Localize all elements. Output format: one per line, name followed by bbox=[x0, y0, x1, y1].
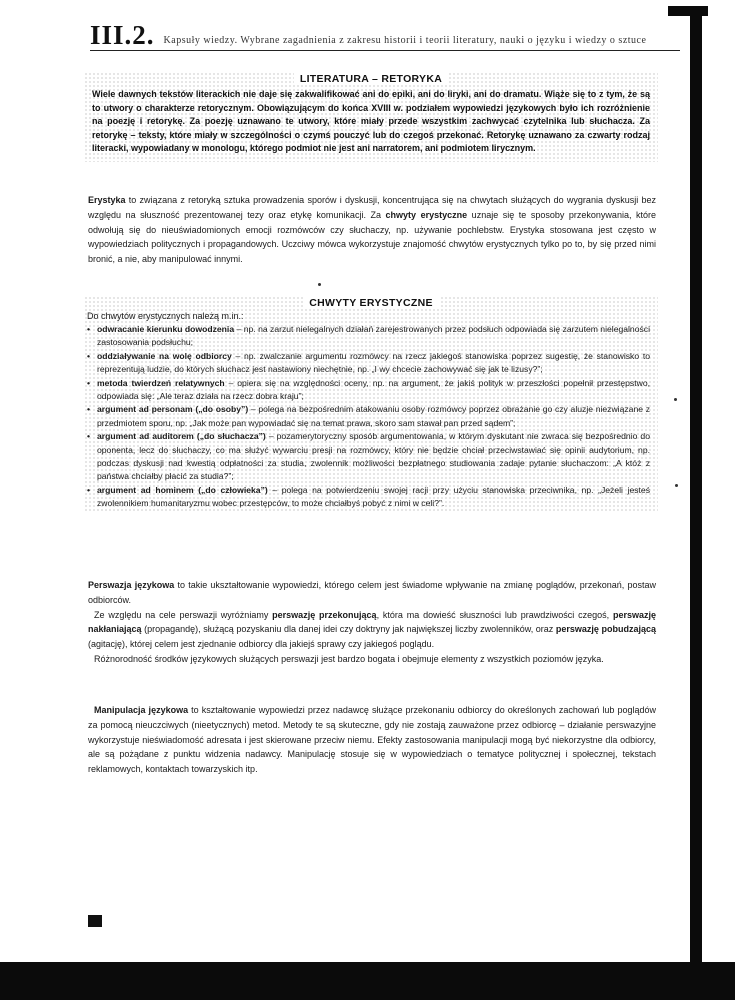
manipulacja-paragraph bbox=[88, 703, 656, 777]
chwyty-erystyczne-box bbox=[84, 296, 658, 511]
list-item bbox=[87, 350, 650, 377]
perswazja-term: Perswazja językowa bbox=[88, 580, 175, 590]
chwyt-term: odwracanie kierunku dowodzenia bbox=[97, 324, 235, 334]
perswazja-text-1: to takie ukształtowanie wypowiedzi, którego celem jest świadome wpływanie na zmianę poglądów, przekonań, postaw odbiorców. bbox=[88, 580, 656, 605]
chwyt-term: argument ad hominem („do człowieka”) bbox=[97, 484, 268, 495]
literatura-retoryka-title-text: LITERATURA – RETORYKA bbox=[294, 73, 448, 85]
chwyty-erystyczne-title-text: CHWYTY ERYSTYCZNE bbox=[303, 297, 439, 309]
page-corner-mark bbox=[88, 915, 102, 927]
manipulacja-text: to kształtowanie wypowiedzi przez nadawcę służące przekonaniu odbiorcy do określonych zachowań lub poglądów za pomocą nieuczciwych (nieetycznych) metod. Metody te są skuteczne, gdy nie zostają zauważone przez odbiorcę – działanie perswazyjne wykorzystuje nieświadomość adresata i jest skierowane przeciw niemu. Efekty zastosowania manipulacji mogą być niekorzystne dla odbiorcy, ale są pożądane z punktu widzenia nadawcy. Manipulację stosuje się w wypowiedziach o tematyce politycznej i społecznej, tekstach reklamowych, kontaktach towarzyskich itp. bbox=[88, 705, 656, 775]
chwyty-term: chwyty erystyczne bbox=[385, 209, 468, 220]
list-item bbox=[87, 377, 650, 404]
chwyt-text: – opiera się na względności oceny, np. na argument, że jakiś polityk w przeszłości popełnił przestępstwo, odpowiada się: „Ale teraz działa na rzecz dobra kraju”; bbox=[97, 377, 650, 402]
section-subtitle: Kapsuły wiedzy. Wybrane zagadnienia z zakresu historii i teorii literatury, nauki o języku i wiedzy o sztuce bbox=[163, 35, 647, 46]
list-item bbox=[87, 484, 650, 511]
print-speck bbox=[675, 484, 678, 487]
chwyt-term: argument ad personam („do osoby”) bbox=[97, 404, 249, 415]
manipulacja-term: Manipulacja językowa bbox=[94, 705, 189, 715]
print-speck bbox=[318, 283, 321, 286]
print-speck bbox=[674, 398, 677, 401]
perswazja-paragraph bbox=[88, 578, 656, 667]
chwyty-erystyczne-title bbox=[84, 296, 658, 310]
erystyka-text-2: uznaje się te sposoby przekonywania, które odwołują się do nieuświadomionych emocji rozmówców czy słuchaczy, np. używanie pochlebstw. Erystyka stosowana jest często w wypowiedziach politycznych i propagandowych. Uczciwy mówca wykorzystuje znajomość chwytów erystycznych tylko po to, by się przed nimi bronić, a nie, aby manipulować innymi. bbox=[88, 209, 657, 265]
header-rule bbox=[90, 50, 680, 51]
page-header bbox=[90, 22, 690, 49]
chwyt-text: – polega na potwierdzeniu swojej racji przy użyciu stanowiska przeciwnika, np. „Jeżeli jesteś zwolennikiem humanitaryzmu wobec przestępców, to może chciałbyś pobyć z nimi w celi?”. bbox=[97, 484, 650, 509]
chwyt-text: – pozamerytoryczny sposób argumentowania, w którym dyskutant nie zwraca się bezpośrednio do oponenta, lecz do słuchaczy, co ma służyć wywarciu presji na rozmówcy, który nie będzie chciał przeciwstawiać się opinii audytorium, np. podczas dyskusji nad kwestią odpłatności za studia, zwolennik możliwości bezpłatnego studiowania zadaje pytanie słuchaczom: „A któż z państwa chciałby płacić za studia?”; bbox=[97, 431, 650, 482]
chwyt-text: – polega na bezpośrednim atakowaniu osoby rozmówcy poprzez obrażanie go czy aluzje niezwiązane z przedmiotem sporu, np. „Jak może pan wypowiadać się na temat prawa, skoro sam stawał pan przed sądem”; bbox=[97, 404, 650, 428]
erystyka-paragraph bbox=[88, 193, 656, 267]
page-edge-cap bbox=[668, 6, 708, 16]
list-item bbox=[87, 430, 650, 484]
chwyt-text: – np. na zarzut nielegalnych działań zarejestrowanych przez podsłuch odpowiada się zarzutem nielegalności zastosowania podsłuchu; bbox=[97, 324, 650, 348]
section-number: III.2. bbox=[90, 20, 155, 50]
perswazja-text-2d: (agitację), której celem jest zjednanie odbiorcy dla jakiejś sprawy czy jakiegoś poglądu. bbox=[88, 639, 435, 650]
list-item bbox=[87, 403, 650, 430]
perswazja-text-2a: Ze względu na cele perswazji wyróżniamy bbox=[94, 609, 273, 620]
chwyt-term: oddziaływanie na wolę odbiorcy bbox=[97, 350, 232, 361]
chwyt-term: argument ad auditorem („do słuchacza”) bbox=[97, 431, 266, 442]
literatura-retoryka-box bbox=[84, 72, 658, 162]
perswazja-text-3: Różnorodność środków językowych służących perswazji jest bardzo bogata i obejmuje elementy z wszystkich poziomów języka. bbox=[94, 653, 604, 664]
chwyty-list bbox=[84, 323, 658, 511]
chwyt-text: – np. zwalczanie argumentu rozmówcy na rzecz jakiegoś stanowiska poprzez sugestię, że stanowisko to reprezentują ludzie, do których słuchacz jest nastawiony niechętnie, np. „I wy chcecie zachowywać się jak te lizusy?”; bbox=[97, 350, 651, 375]
page-edge-bar bbox=[690, 6, 702, 981]
perswazja-przekonujaca-term: perswazję przekonującą bbox=[272, 609, 377, 620]
perswazja-text-2b: , która ma dowieść słuszności lub prawdziwości czegoś, bbox=[376, 609, 613, 620]
perswazja-text-2c: (propagandę), służącą pozyskaniu dla danej idei czy doktryny jak największej liczby zwolenników, oraz bbox=[141, 624, 556, 635]
literatura-retoryka-text: Wiele dawnych tekstów literackich nie daje się zakwalifikować ani do epiki, ani do liryki, ani do dramatu. Wiąże się to z tym, że są to utwory o charakterze retorycznym. Obowiązującym do końca XVIII w. podziałem wypowiedzi językowych było ich rozróżnienie na poezję i retorykę. Za poezję uznawano te utwory, które miały przede wszystkim zachwycać czytelnika lub słuchacza. Za retorykę – teksty, które miały w szczególności o czymś pouczyć lub do czegoś przekonać. Retorykę uznawano za czwarty rodzaj literacki, wypowiadany w monologu, którego podmiot nie jest ani narratorem, ani podmiotem lirycznym. bbox=[92, 89, 650, 154]
literatura-retoryka-title bbox=[84, 72, 658, 86]
erystyka-text-1: to związana z retoryką sztuka prowadzenia sporów i dyskusji, koncentrująca się na chwytach służących do wygrania dyskusji bez względu na słuszność prezentowanej tezy oraz etykę komunikacji. Za bbox=[88, 195, 656, 220]
erystyka-term: Erystyka bbox=[88, 195, 126, 205]
chwyty-intro: Do chwytów erystycznych należą m.in.: bbox=[87, 311, 244, 321]
perswazja-pobudzajaca-term: perswazję pobudzającą bbox=[555, 624, 656, 635]
list-item bbox=[87, 323, 650, 350]
perswazja-naklaniajaca-term: perswazję nakłaniającą bbox=[88, 609, 656, 635]
chwyt-term: metoda twierdzeń relatywnych bbox=[97, 377, 225, 388]
page-edge-bottom bbox=[0, 962, 735, 1000]
